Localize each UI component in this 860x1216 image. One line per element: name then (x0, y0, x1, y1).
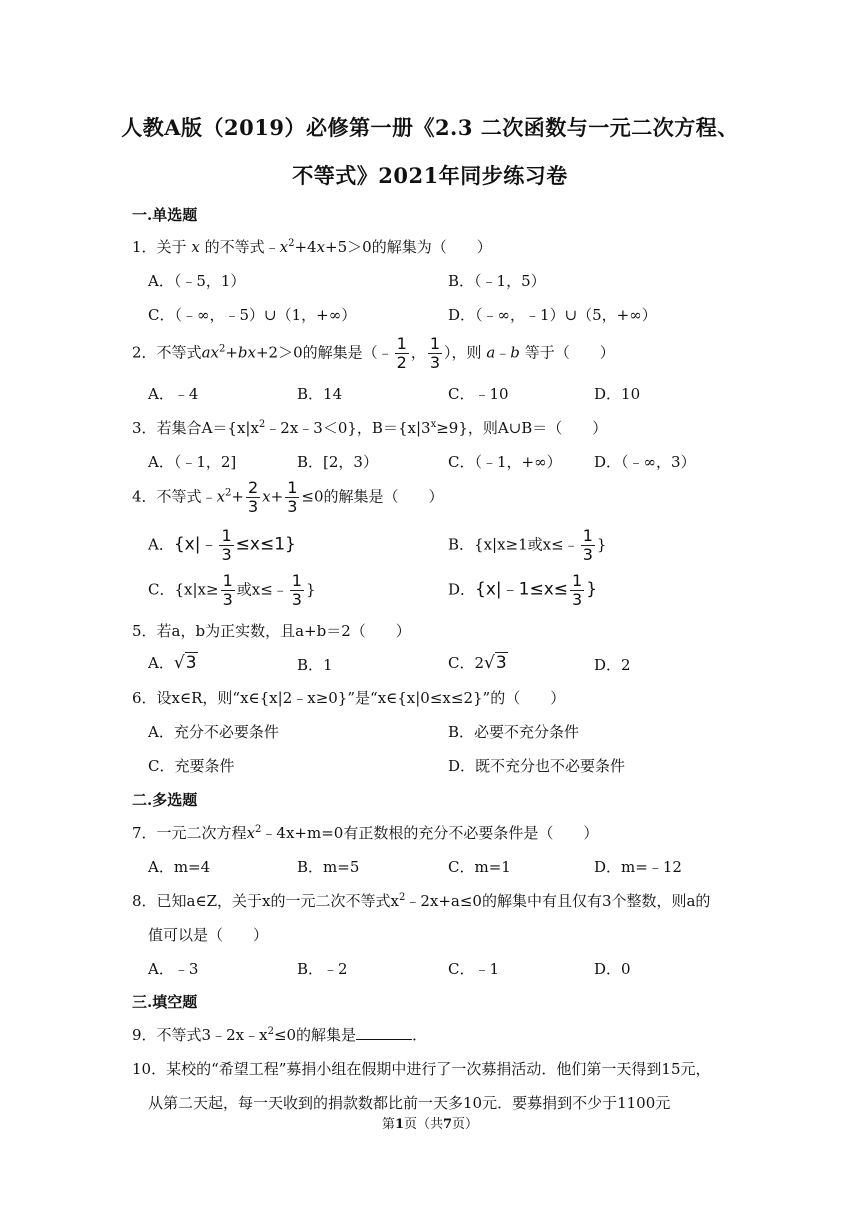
q6-option-c: C．充要条件 (148, 757, 235, 775)
question-6: 6．设x∈R，则“x∈{x|2﹣x≥0}”是“x∈{x|0≤x≤2}”的（ ） (132, 689, 566, 707)
fraction-one-third: $\frac{1}{3}$ (287, 478, 298, 516)
q4-option-a: A．{x|﹣ $\frac{1}{3}$ ≤x≤1} (148, 526, 296, 564)
q4-option-c: C．{x|x≥ $\frac{1}{3}$ 或x≤﹣ $\frac{1}{3}$ } (148, 571, 316, 609)
q6-option-d: D．既不充分也不必要条件 (448, 757, 626, 775)
question-5: 5．若a，b为正实数，且a+b＝2（ ） (132, 622, 411, 640)
section-heading-multi-choice: 二.多选题 (132, 791, 198, 809)
q2-option-a: A．﹣4 (148, 385, 199, 403)
q4-option-d: D．{x|﹣1≤x≤ $\frac{1}{3}$ } (448, 571, 598, 609)
page-footer: 第1页（共7页） (381, 1117, 479, 1132)
q5-option-d: D．2 (594, 656, 631, 674)
q7-option-b: B．m=5 (297, 858, 360, 876)
q3-option-b: B．[2，3） (297, 453, 378, 471)
title-line-1: 人教A版（2019）必修第一册《2.3 二次函数与一元二次方程、 (121, 115, 739, 140)
answer-blank[interactable] (356, 1027, 412, 1040)
question-9: 9．不等式$3﹣2x﹣x^2\le 0$的解集是 ． (132, 1026, 428, 1044)
q1-option-a: A．（﹣5，1） (148, 272, 246, 290)
q6-option-a: A．充分不必要条件 (148, 723, 279, 741)
q3-option-c: C．（﹣1，+∞） (448, 453, 562, 471)
q2-option-b: B．14 (297, 385, 343, 403)
sqrt-symbol: √3 (173, 653, 197, 673)
q8-option-b: B．﹣2 (297, 960, 348, 978)
q2-option-c: C．﹣10 (448, 385, 509, 403)
question-4: 4．不等式$﹣x^2+$ $\frac{2}{3}$ x+ $\frac{1}{3}$ ≤0的解集是（ ） (132, 478, 444, 516)
fraction-one-third: $\frac{1}{3}$ (429, 334, 441, 372)
q2-option-d: D．10 (594, 385, 641, 403)
q1-option-d: D．（﹣∞，﹣1）∪（5，+∞） (448, 306, 657, 324)
q1-option-c: C．（﹣∞，﹣5）∪（1，+∞） (148, 306, 357, 324)
q7-option-c: C．m=1 (448, 858, 511, 876)
q5-option-c: C．2√3 (448, 653, 507, 673)
question-8-line-1: 8．已知a∈Z，关于x的一元二次不等式$x^2﹣2x+a\le 0$的解集中有且仅有3个整数，则a的 (132, 892, 711, 910)
fraction-two-thirds: $\frac{2}{3}$ (247, 478, 259, 516)
question-10-line-2: 从第二天起，每一天收到的捐款数都比前一天多10元．要募捐到不少于1100元 (148, 1094, 671, 1112)
question-10-line-1: 10．某校的“希望工程”募捐小组在假期中进行了一次募捐活动．他们第一天得到15元， (132, 1060, 711, 1078)
q3-option-a: A．（﹣1，2] (148, 453, 237, 471)
q6-option-b: B．必要不充分条件 (448, 723, 580, 741)
q7-option-a: A．m=4 (148, 858, 211, 876)
q1-option-b: B．（﹣1，5） (448, 272, 546, 290)
q5-option-a: A．√3 (148, 653, 197, 673)
title-line-2: 不等式》2021年同步练习卷 (292, 163, 568, 188)
q5-option-b: B．1 (297, 656, 333, 674)
q3-option-d: D．（﹣∞，3） (594, 453, 696, 471)
question-2: 2．不等式$ax^2+bx+2>0$的解集是（﹣ $\frac{1}{2}$ ， $\frac{1}{3}$ ），则 a﹣b 等于（ ） (132, 334, 615, 372)
section-heading-single-choice: 一.单选题 (132, 206, 198, 224)
q8-option-d: D．0 (594, 960, 631, 978)
fraction-one-half: $\frac{1}{2}$ (396, 334, 407, 372)
q7-option-d: D．m=﹣12 (594, 858, 682, 876)
q8-option-a: A．﹣3 (148, 960, 199, 978)
question-8-line-2: 值可以是（ ） (148, 926, 269, 944)
sqrt-symbol: √3 (484, 653, 507, 673)
section-heading-fill-blank: 三.填空题 (132, 993, 198, 1011)
question-3: 3．若集合$A=\{x|x^2﹣2x﹣3<0\}$，$B=\{x|3^x\ge 9\}$，则A∪B＝（ ） (132, 419, 608, 437)
q4-option-b: B．{x|x≥1或x≤﹣ $\frac{1}{3}$ } (448, 526, 607, 564)
question-7: 7．一元二次方程$x^2﹣4x+m=0$有正数根的充分不必要条件是（ ） (132, 824, 599, 842)
q8-option-c: C．﹣1 (448, 960, 500, 978)
question-1: 1．关于 x 的不等式$﹣x^2+4x+5>0$的解集为（ ） (132, 238, 492, 256)
